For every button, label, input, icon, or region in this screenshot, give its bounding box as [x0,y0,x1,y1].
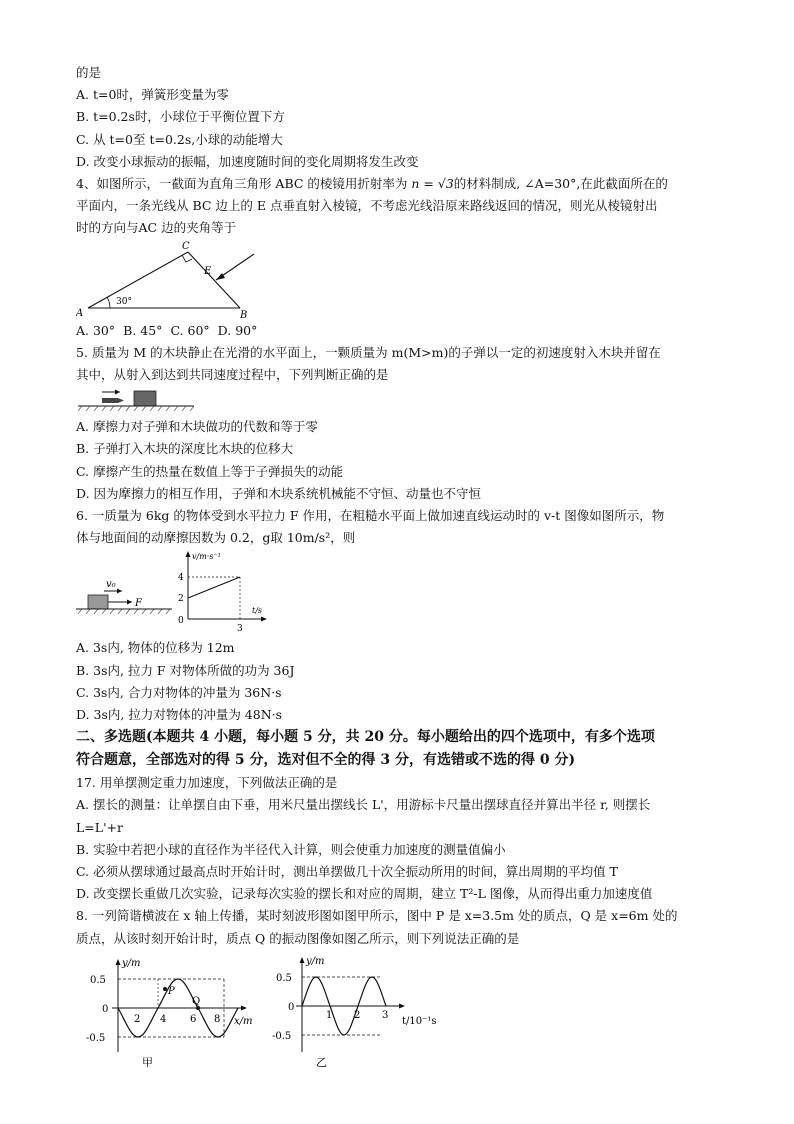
vertex-b-label: B [240,309,248,320]
q6-option-c: C. 3s内, 合力对物体的冲量为 36N·s [76,684,282,700]
q4-stem-line2: 平面内，一条光线从 BC 边上的 E 点垂直射入棱镜，不考虑光线沿原来路线返回的情况，则光从棱镜射出 [76,198,658,214]
angle-label: 30° [116,296,132,307]
y-tick-m05-yi: -0.5 [272,1030,292,1042]
q6-stem-line2: 体与地面间的动摩擦因数为 0.2，g取 10m/s²，则 [76,530,356,546]
q5-option-b: B. 子弹打入木块的深度比木块的位移大 [76,441,294,457]
vertex-c-label: C [182,240,190,252]
t-tick-3: 3 [237,624,243,635]
x-axis-label-jia: x/m [234,1015,253,1027]
v-axis-label: v/m·s⁻¹ [192,552,221,562]
caption-jia: 甲 [142,1055,153,1069]
y-tick-05-jia: 0.5 [90,974,106,986]
q4-stem-pre: 4、如图所示，一截面为直角三角形 ABC 的棱镜用折射率为 [76,176,412,192]
caption-yi: 乙 [316,1055,327,1069]
point-e-label: E [204,265,212,277]
q17-option-a-line2: L=L'+r [76,819,123,835]
y-tick-m05-jia: -0.5 [86,1032,106,1044]
y-axis-label-jia: y/m [122,957,141,969]
prism-triangle-figure [76,240,276,320]
q6-stem-line1: 6. 一质量为 6kg 的物体受到水平拉力 F 作用，在粗糙水平面上做加速直线运动时的 v-t 图像如图所示，物 [76,508,665,524]
document-page [76,62,726,1078]
section-heading-line2: 符合题意，全部选对的得 5 分，选对但不全的得 3 分，有选错或不选的得 0 分) [76,752,576,769]
q6-option-d: D. 3s内, 拉力对物体的冲量为 48N·s [76,707,283,723]
v0-label: v₀ [106,579,116,591]
q5-option-c: C. 摩擦产生的热量在数值上等于子弹损失的动能 [76,463,344,479]
y-tick-05-yi: 0.5 [276,972,292,984]
option-c: C. 从 t=0至 t=0.2s,小球的动能增大 [76,131,283,147]
q4-stem-line3: 时的方向与AC 边的夹角等于 [76,220,237,236]
option-b: B. t=0.2s时，小球位于平衡位置下方 [76,109,285,125]
q4-options [76,320,726,342]
x-tick-4: 4 [160,1013,167,1025]
section-heading-line1: 二、多选题(本题共 4 小题，每小题 5 分，共 20 分。每小题给出的四个选项中，有多个选项 [76,729,655,746]
q8-stem-line2: 质点，从该时刻开始计时，质点 Q 的振动图像如图乙所示，则下列说法正确的是 [76,930,520,946]
q17-option-c: C. 必须从摆球通过最高点时开始计时，测出单摆做几十次全振动所用的时间，算出周期的平均值 T [76,864,618,880]
t-tick-1: 1 [326,1009,333,1021]
vt-graph-figure [76,549,286,637]
q5-option-d: D. 因为摩擦力的相互作用，子弹和木块系统机械能不守恒、动量也不守恒 [76,485,482,501]
q6-option-b: B. 3s内, 拉力 F 对物体所做的功为 36J [76,662,295,678]
t-tick-2: 2 [354,1009,361,1021]
q5-stem-line2: 其中，从射入到达到共同速度过程中，下列判断正确的是 [76,367,389,383]
option-a: A. t=0时，弹簧形变量为零 [76,87,229,103]
q4-stem-post: 的材料制成, ∠A=30°,在此截面所在的 [453,176,668,192]
wave-graph-jia [76,956,266,1070]
q17-option-d: D. 改变摆长重做几次实验，记录每次实验的摆长和对应的周期，建立 T²-L 图像，从而得出重力加速度值 [76,886,653,902]
option-d: D. 改变小球振动的振幅，加速度随时间的变化周期将发生改变 [76,153,419,169]
vertex-a-label: A [76,307,84,319]
q17-stem: 17. 用单摆测定重力加速度，下列做法正确的是 [76,775,338,791]
vibration-graph-yi [270,954,470,1070]
wave-figures [76,950,726,1078]
force-f-label: F [135,598,142,610]
point-p-label: P [168,985,175,997]
v-tick-0: 0 [178,616,184,627]
q4-option-b: B. 45° [123,322,163,338]
q8-stem-line1: 8. 一列简谐横波在 x 轴上传播，某时刻波形图如图甲所示，图中 P 是 x=3.5m 处的质点，Q 是 x=6m 处的 [76,908,678,924]
q4-option-a: A. 30° [76,322,116,338]
v-tick-4: 4 [178,573,184,584]
q5-stem-line1: 5. 质量为 M 的木块静止在光滑的水平面上，一颗质量为 m(M>m)的子弹以一定的初速度射入木块并留在 [76,344,661,360]
q4-option-c: C. 60° [170,322,210,338]
q4-stem-line1 [76,173,726,195]
refractive-index: n = √3 [411,176,454,192]
point-q-label: Q [192,995,201,1007]
text-line: 的是 [76,65,102,80]
q5-option-a: A. 摩擦力对子弹和木块做功的代数和等于零 [76,419,318,435]
q17-option-a-line1: A. 摆长的测量：让单摆自由下垂，用米尺量出摆线长 L'，用游标卡尺量出摆球直径并算出半径 r, 则摆长 [76,797,651,813]
bullet-block-figure [76,386,196,416]
t-axis-label: t/s [252,606,263,616]
v-tick-2: 2 [178,594,184,605]
x-tick-2: 2 [134,1013,141,1025]
x-tick-6: 6 [190,1013,197,1025]
y-tick-0-jia: 0 [102,1003,109,1015]
y-axis-label-yi: y/m [306,955,325,967]
q17-option-b: B. 实验中若把小球的直径作为半径代入计算，则会使重力加速度的测量值偏小 [76,841,506,857]
t-tick-3: 3 [382,1009,389,1021]
y-tick-0-yi: 0 [288,1001,295,1013]
t-axis-label-yi: t/10⁻¹s [402,1015,437,1027]
q6-option-a: A. 3s内, 物体的位移为 12m [76,640,235,656]
x-tick-8: 8 [214,1013,221,1025]
q4-option-d: D. 90° [217,322,258,338]
